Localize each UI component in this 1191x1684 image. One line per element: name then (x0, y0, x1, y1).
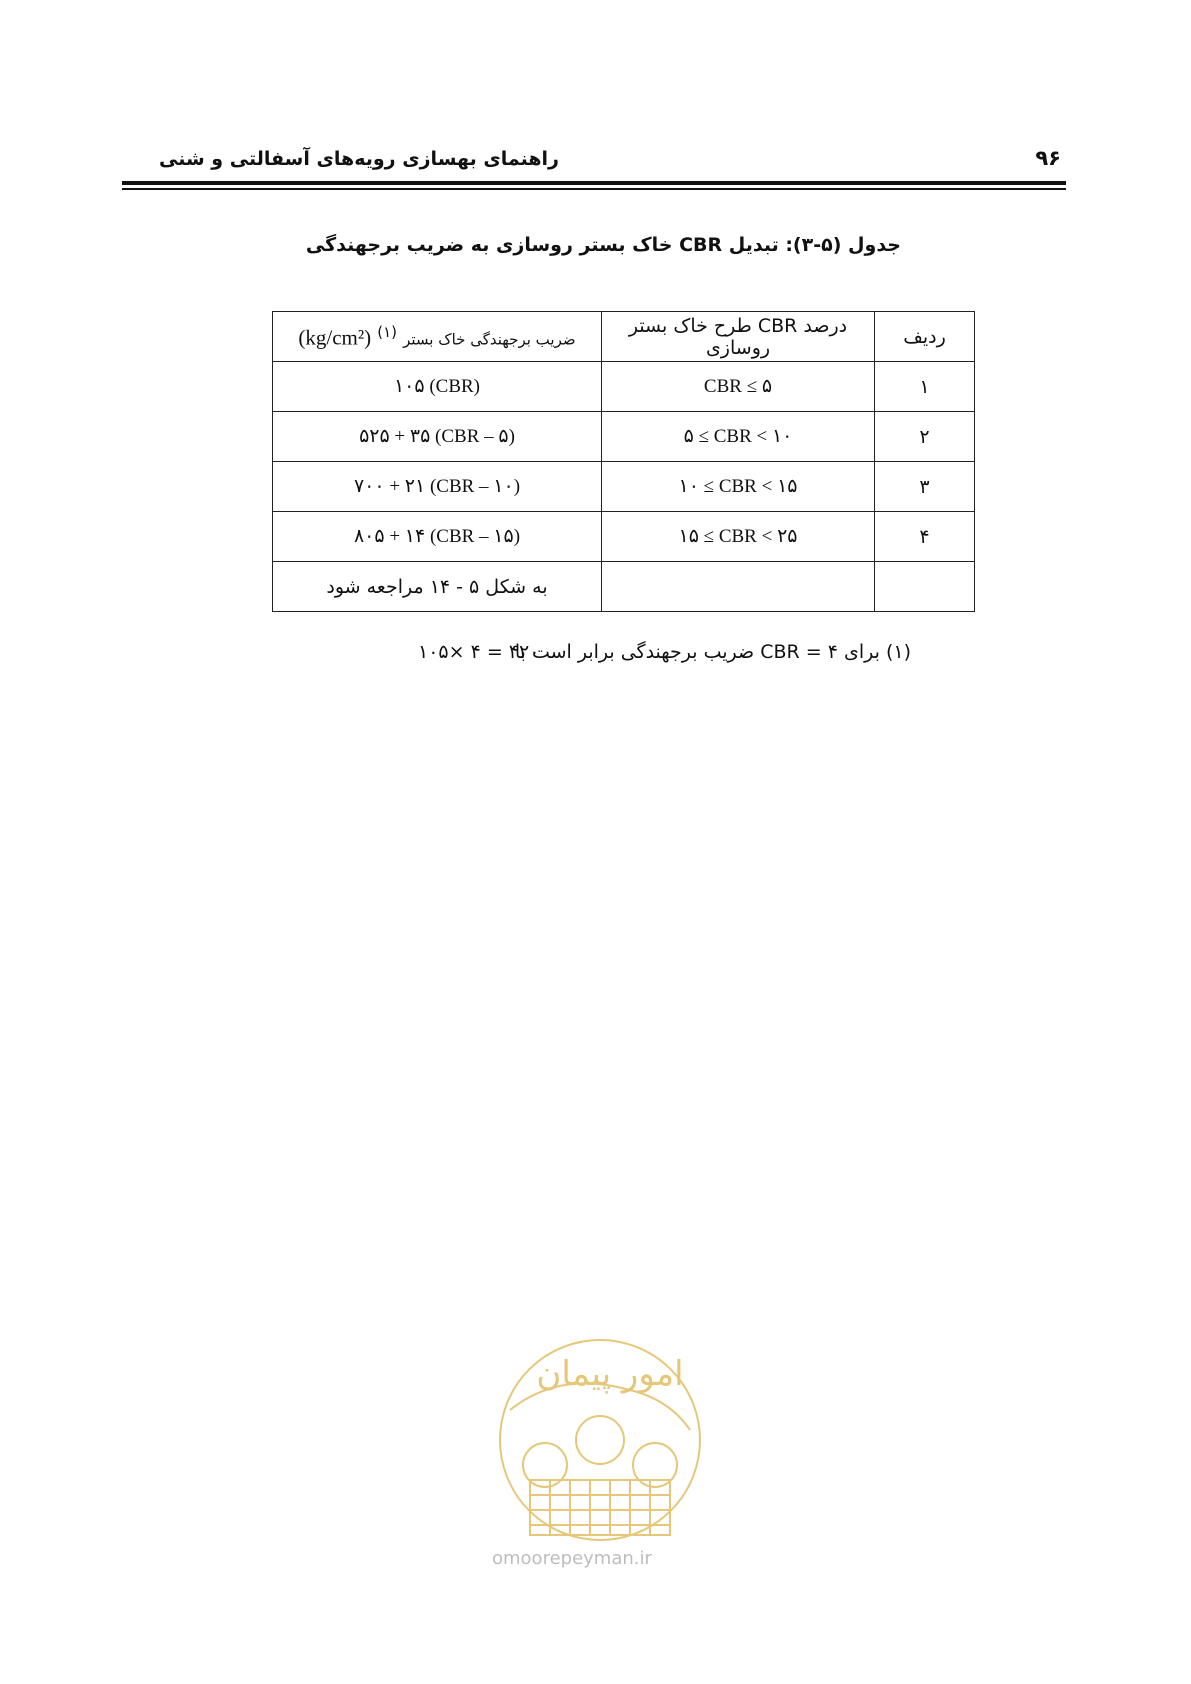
header-coef-unit: (kg/cm²) (298, 325, 372, 350)
table-row (273, 362, 975, 412)
table-header-row (273, 312, 975, 362)
header-rule-thin (122, 188, 1066, 190)
table-caption: جدول (۵-۳): تبدیل CBR خاک بستر روسازی به ضریب برجهندگی (305, 234, 901, 256)
header-coef-text: ضریب برجهندگی خاک بستر (403, 330, 576, 349)
cell-cbr-range: ۱۰ ≤ CBR < ۱۵ (602, 462, 875, 512)
cell-cbr-range: ۵ ≤ CBR < ۱۰ (602, 412, 875, 462)
watermark-seal-logo (490, 1330, 710, 1560)
table-row (273, 462, 975, 512)
cell-coef-formula: ۵۲۵ + ۳۵ (CBR – ۵) (273, 412, 602, 462)
page-number: ۹۶ (1035, 146, 1061, 170)
cell-row-number: ۳ (875, 462, 975, 512)
footnote-marker: (۱) (377, 322, 398, 341)
cell-coef-formula: ۱۰۵ (CBR) (273, 362, 602, 412)
cell-cbr-range: ۱۵ ≤ CBR < ۲۵ (602, 512, 875, 562)
cell-row-number: ۴ (875, 512, 975, 562)
seal-text: امور پیمان (536, 1354, 684, 1394)
table-footnote: (۱) برای CBR = ۴ ضریب برجهندگی برابر است با (514, 641, 911, 663)
header-resilient-modulus (273, 312, 602, 362)
table-row (273, 412, 975, 462)
table-row (273, 512, 975, 562)
cell-cbr-range (602, 562, 875, 612)
watermark-url: omoorepeyman.ir (492, 1548, 652, 1569)
running-header-title: راهنمای بهسازی رویه‌های آسفالتی و شنی (159, 148, 559, 170)
cell-coef-formula: ۸۰۵ + ۱۴ (CBR – ۱۵) (273, 512, 602, 562)
cell-coef-formula: ۷۰۰ + ۲۱ (CBR – ۱۰) (273, 462, 602, 512)
header-rule (122, 181, 1066, 185)
cell-row-number (875, 562, 975, 612)
footnote-calculation: ۱۰۵× ۴ = ۴۲۰ (418, 641, 540, 663)
table-row (273, 562, 975, 612)
header-cbr-percent: درصد CBR طرح خاک بستر روسازی (602, 312, 875, 362)
cell-coef-reference: به شکل ۵ - ۱۴ مراجعه شود (273, 562, 602, 612)
cbr-conversion-table (272, 311, 975, 612)
cell-cbr-range: CBR ≤ ۵ (602, 362, 875, 412)
cell-row-number: ۱ (875, 362, 975, 412)
cell-row-number: ۲ (875, 412, 975, 462)
header-row-number: ردیف (875, 312, 975, 362)
